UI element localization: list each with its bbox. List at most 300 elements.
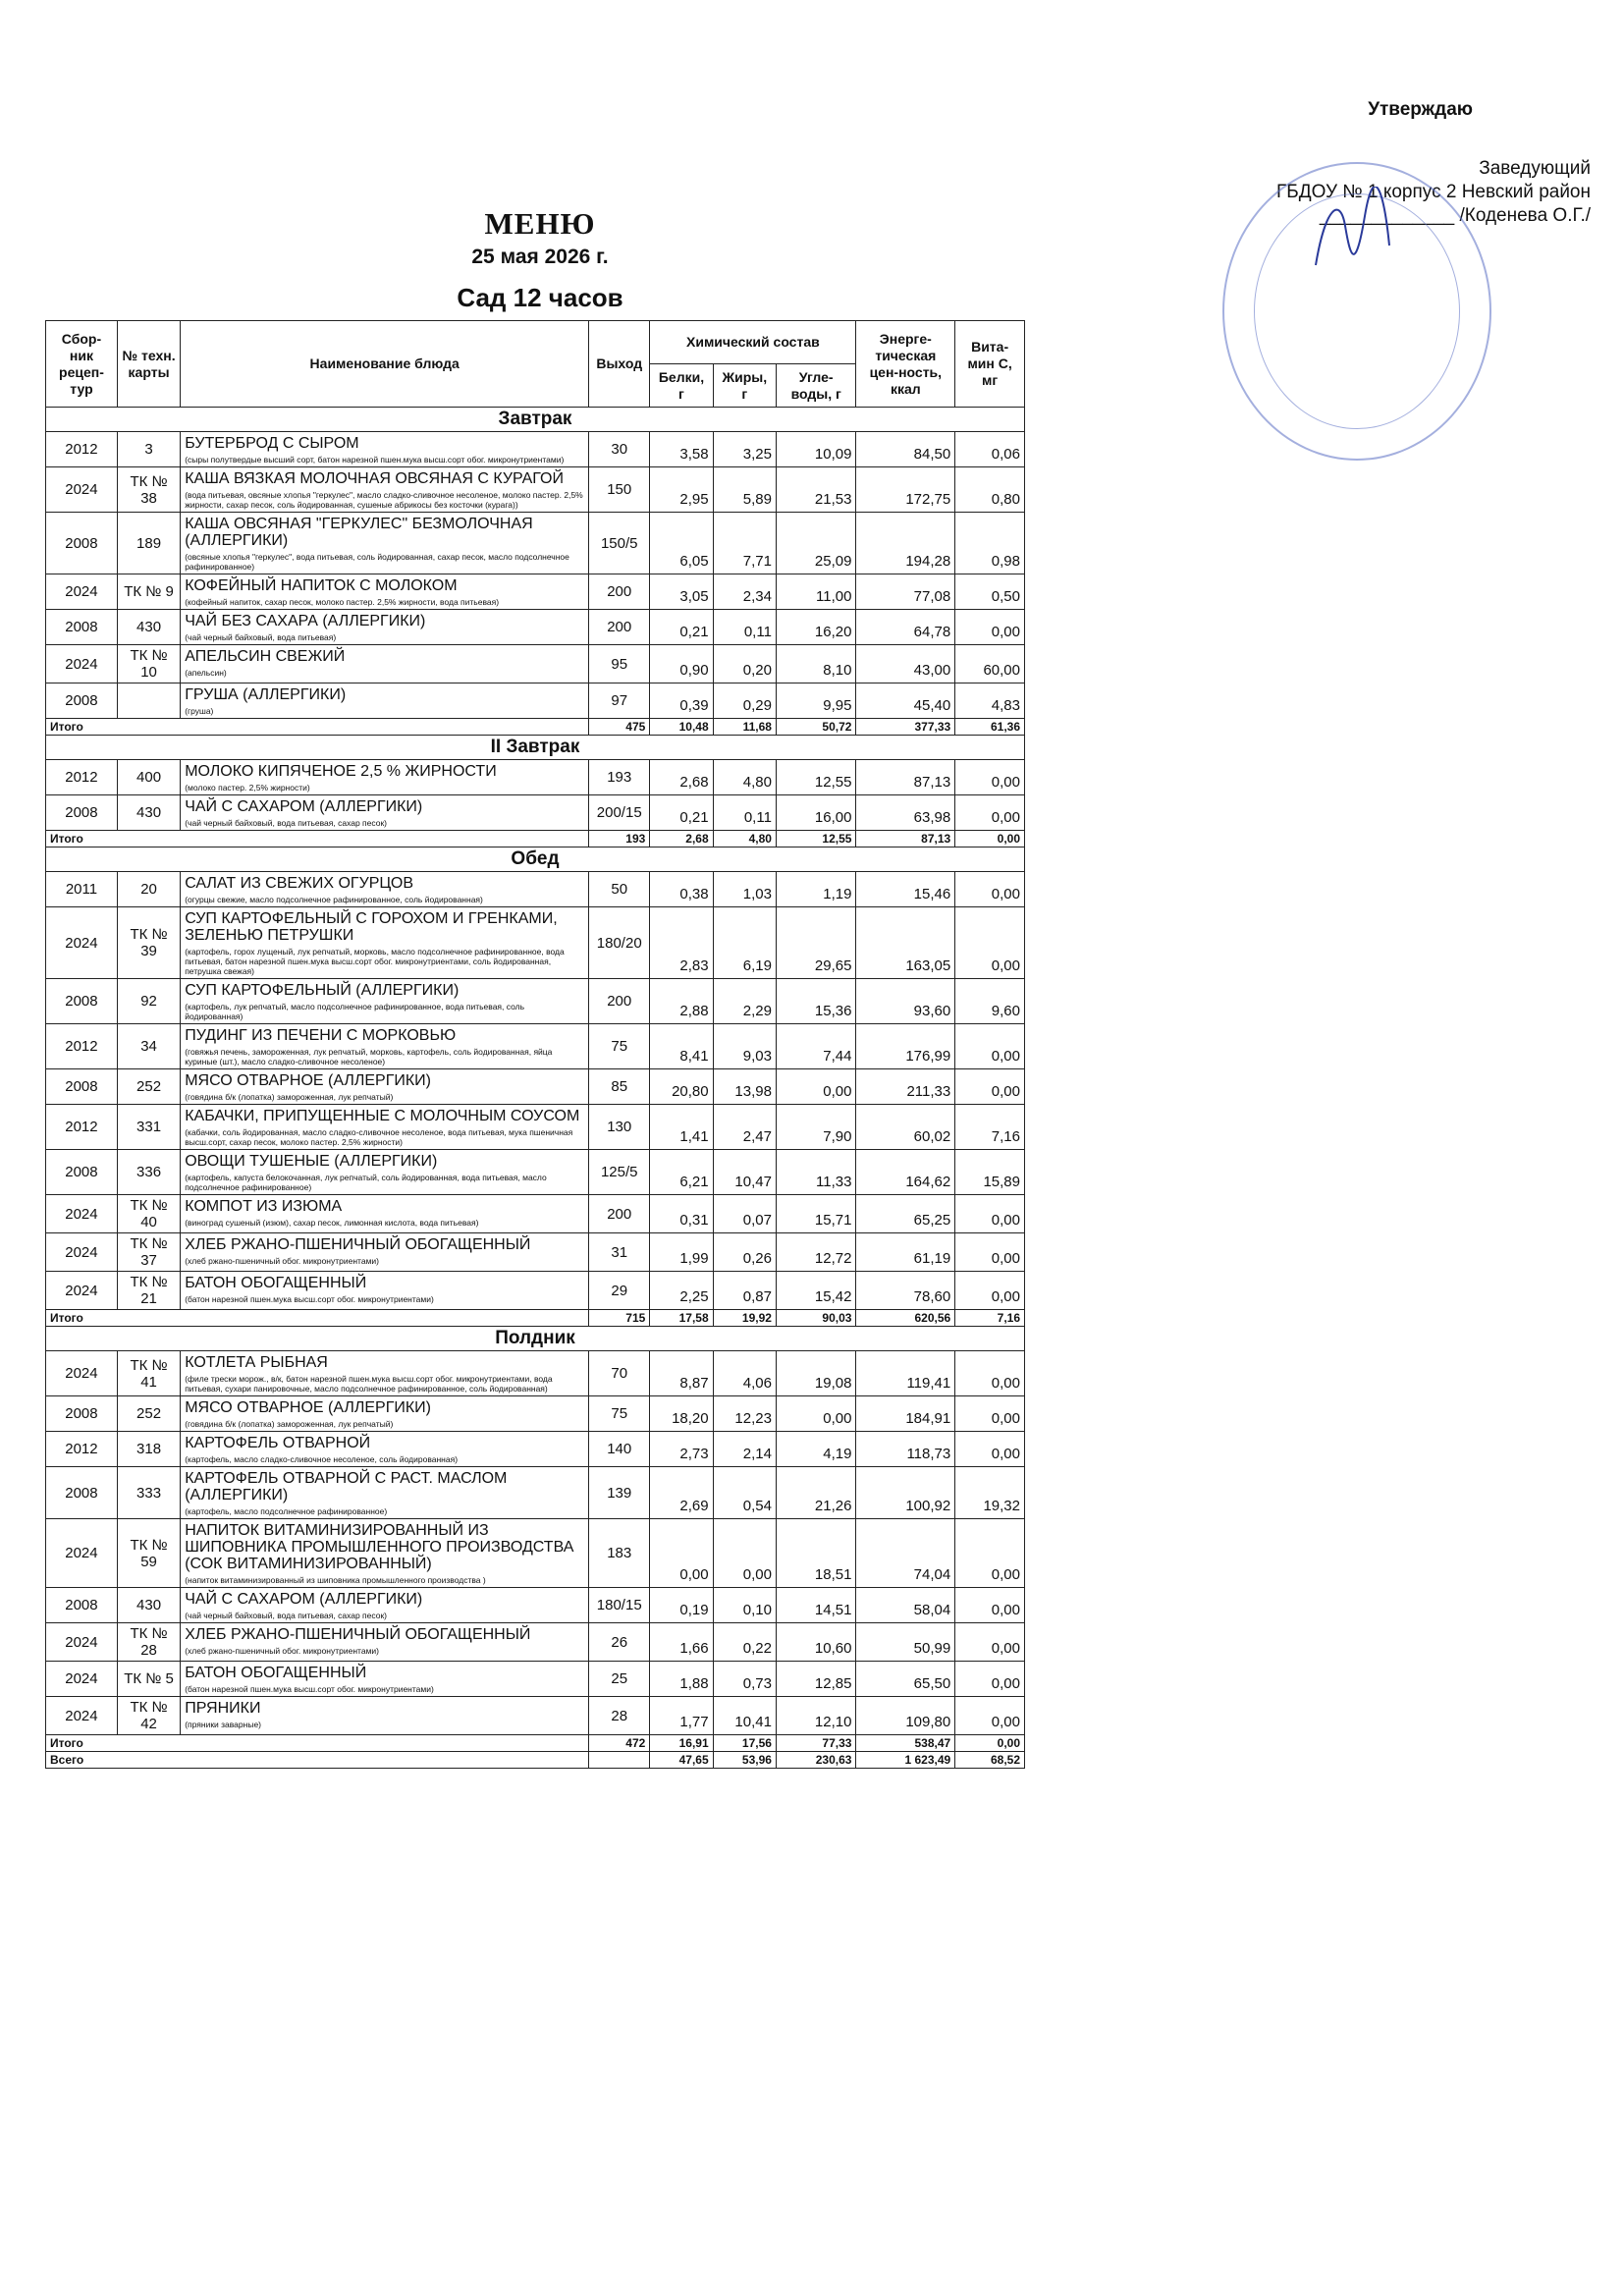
protein-value: 2,68 [650, 760, 713, 795]
section-header-row [46, 1327, 1025, 1351]
total-protein: 2,68 [650, 831, 713, 847]
energy-value: 43,00 [856, 645, 955, 683]
energy-value: 100,92 [856, 1467, 955, 1519]
protein-value: 0,31 [650, 1195, 713, 1233]
protein-value: 2,25 [650, 1272, 713, 1310]
protein-value: 2,73 [650, 1432, 713, 1467]
dish-composition: (хлеб ржано-пшеничный обог. микронутриентами) [185, 1646, 379, 1656]
dish-composition: (картофель, масло сладко-сливочное несоленое, соль йодированная) [185, 1454, 459, 1464]
protein-value: 0,90 [650, 645, 713, 683]
portion-value: 95 [589, 645, 650, 683]
tech-card-number: 92 [117, 979, 180, 1024]
dish-composition: (напиток витаминизированный из шиповника промышленного производства ) [185, 1575, 486, 1585]
energy-value: 119,41 [856, 1351, 955, 1396]
menu-table [45, 320, 1025, 1769]
dish-cell [181, 1351, 589, 1396]
fat-value: 2,14 [713, 1432, 776, 1467]
dish-cell [181, 1272, 589, 1310]
vitamin-value: 15,89 [955, 1150, 1025, 1195]
dish-cell [181, 1467, 589, 1519]
grand-total-carb: 230,63 [776, 1752, 856, 1769]
dish-cell [181, 1588, 589, 1623]
col-header-energy: Энерге-тическая цен-ность, ккал [856, 321, 955, 408]
energy-value: 63,98 [856, 795, 955, 831]
recipe-year: 2024 [46, 907, 118, 979]
carb-value: 15,42 [776, 1272, 856, 1310]
tech-card-number: ТК № 38 [117, 467, 180, 513]
dish-name: КАША ОВСЯНАЯ "ГЕРКУЛЕС" БЕЗМОЛОЧНАЯ (АЛЛЕРГИКИ) [185, 516, 533, 549]
dish-row [46, 1623, 1025, 1662]
fat-value: 0,29 [713, 683, 776, 719]
energy-value: 194,28 [856, 513, 955, 574]
total-energy: 87,13 [856, 831, 955, 847]
carb-value: 8,10 [776, 645, 856, 683]
document-title: МЕНЮ [484, 206, 596, 241]
protein-value: 1,77 [650, 1697, 713, 1735]
dish-name: МЯСО ОТВАРНОЕ (АЛЛЕРГИКИ) [185, 1072, 432, 1089]
section-title: Завтрак [46, 408, 1025, 432]
tech-card-number: ТК № 39 [117, 907, 180, 979]
menu-body [46, 408, 1025, 1769]
protein-value: 2,69 [650, 1467, 713, 1519]
col-header-recipe: Сбор-ник рецеп-тур [46, 321, 118, 408]
carb-value: 11,00 [776, 574, 856, 610]
section-header-row [46, 736, 1025, 760]
recipe-year: 2008 [46, 683, 118, 719]
carb-value: 12,72 [776, 1233, 856, 1272]
portion-value: 29 [589, 1272, 650, 1310]
protein-value: 2,95 [650, 467, 713, 513]
recipe-year: 2024 [46, 1233, 118, 1272]
dish-cell [181, 683, 589, 719]
vitamin-value: 0,80 [955, 467, 1025, 513]
dish-cell [181, 1024, 589, 1069]
col-header-carb: Угле-воды, г [776, 364, 856, 408]
fat-value: 5,89 [713, 467, 776, 513]
dish-name: ПРЯНИКИ [185, 1700, 261, 1717]
portion-value: 200 [589, 1195, 650, 1233]
menu-subtitle: Сад 12 часов [457, 283, 623, 312]
fat-value: 4,80 [713, 760, 776, 795]
protein-value: 0,39 [650, 683, 713, 719]
dish-composition: (говядина б/к (лопатка) замороженная, лук репчатый) [185, 1419, 394, 1429]
vitamin-value: 0,00 [955, 1024, 1025, 1069]
recipe-year: 2011 [46, 872, 118, 907]
dish-name: МЯСО ОТВАРНОЕ (АЛЛЕРГИКИ) [185, 1399, 432, 1416]
vitamin-value: 0,00 [955, 1432, 1025, 1467]
dish-name: БАТОН ОБОГАЩЕННЫЙ [185, 1665, 367, 1681]
total-vitamin: 0,00 [955, 831, 1025, 847]
carb-value: 7,90 [776, 1105, 856, 1150]
dish-composition: (огурцы свежие, масло подсолнечное рафинированное, соль йодированная) [185, 895, 483, 904]
carb-value: 25,09 [776, 513, 856, 574]
vitamin-value: 0,00 [955, 907, 1025, 979]
col-header-chem: Химический состав [650, 321, 856, 364]
approval-organization: ГБДОУ № 1 корпус 2 Невский район [1276, 182, 1591, 202]
total-fat: 17,56 [713, 1735, 776, 1752]
protein-value: 2,83 [650, 907, 713, 979]
tech-card-number: 252 [117, 1069, 180, 1105]
protein-value: 8,41 [650, 1024, 713, 1069]
total-portion: 472 [589, 1735, 650, 1752]
dish-row [46, 683, 1025, 719]
energy-value: 65,50 [856, 1662, 955, 1697]
dish-row [46, 432, 1025, 467]
section-total-row [46, 831, 1025, 847]
col-header-vitamin: Вита-мин С, мг [955, 321, 1025, 408]
dish-name: АПЕЛЬСИН СВЕЖИЙ [185, 648, 346, 665]
vitamin-value: 9,60 [955, 979, 1025, 1024]
dish-row [46, 1467, 1025, 1519]
section-title: Обед [46, 847, 1025, 872]
dish-row [46, 1024, 1025, 1069]
dish-row [46, 645, 1025, 683]
vitamin-value: 4,83 [955, 683, 1025, 719]
dish-row [46, 1069, 1025, 1105]
dish-cell [181, 1105, 589, 1150]
dish-name: КАБАЧКИ, ПРИПУЩЕННЫЕ С МОЛОЧНЫМ СОУСОМ [185, 1108, 580, 1124]
dish-composition: (говядина б/к (лопатка) замороженная, лук репчатый) [185, 1092, 394, 1102]
tech-card-number: ТК № 9 [117, 574, 180, 610]
total-vitamin: 0,00 [955, 1735, 1025, 1752]
dish-row [46, 1195, 1025, 1233]
portion-value: 130 [589, 1105, 650, 1150]
tech-card-number: ТК № 59 [117, 1519, 180, 1588]
tech-card-number: ТК № 40 [117, 1195, 180, 1233]
dish-row [46, 574, 1025, 610]
carb-value: 4,19 [776, 1432, 856, 1467]
portion-value: 70 [589, 1351, 650, 1396]
portion-value: 125/5 [589, 1150, 650, 1195]
approval-position: Заведующий [1479, 158, 1591, 179]
dish-row [46, 1697, 1025, 1735]
dish-cell [181, 1519, 589, 1588]
dish-cell [181, 1195, 589, 1233]
recipe-year: 2024 [46, 1623, 118, 1662]
energy-value: 61,19 [856, 1233, 955, 1272]
dish-cell [181, 760, 589, 795]
tech-card-number: 20 [117, 872, 180, 907]
dish-composition: (чай черный байховый, вода питьевая, сахар песок) [185, 1611, 388, 1620]
vitamin-value: 0,00 [955, 1396, 1025, 1432]
dish-cell [181, 432, 589, 467]
document-header [442, 206, 638, 313]
tech-card-number: ТК № 21 [117, 1272, 180, 1310]
dish-row [46, 1662, 1025, 1697]
energy-value: 184,91 [856, 1396, 955, 1432]
portion-value: 97 [589, 683, 650, 719]
dish-row [46, 1588, 1025, 1623]
dish-name: КАША ВЯЗКАЯ МОЛОЧНАЯ ОВСЯНАЯ С КУРАГОЙ [185, 470, 564, 487]
dish-cell [181, 872, 589, 907]
protein-value: 1,41 [650, 1105, 713, 1150]
energy-value: 45,40 [856, 683, 955, 719]
dish-cell [181, 574, 589, 610]
grand-total-energy: 1 623,49 [856, 1752, 955, 1769]
dish-row [46, 872, 1025, 907]
section-total-row [46, 719, 1025, 736]
recipe-year: 2008 [46, 1467, 118, 1519]
tech-card-number: ТК № 41 [117, 1351, 180, 1396]
carb-value: 19,08 [776, 1351, 856, 1396]
grand-total-fat: 53,96 [713, 1752, 776, 1769]
fat-value: 2,34 [713, 574, 776, 610]
fat-value: 0,54 [713, 1467, 776, 1519]
portion-value: 26 [589, 1623, 650, 1662]
total-fat: 4,80 [713, 831, 776, 847]
energy-value: 163,05 [856, 907, 955, 979]
energy-value: 84,50 [856, 432, 955, 467]
tech-card-number: 318 [117, 1432, 180, 1467]
recipe-year: 2008 [46, 1396, 118, 1432]
tech-card-number: 189 [117, 513, 180, 574]
dish-composition: (картофель, лук репчатый, масло подсолнечное рафинированное, вода питьевая, соль йодированная) [185, 1002, 525, 1021]
dish-row [46, 760, 1025, 795]
fat-value: 4,06 [713, 1351, 776, 1396]
dish-name: ЧАЙ С САХАРОМ (АЛЛЕРГИКИ) [185, 798, 423, 815]
carb-value: 15,71 [776, 1195, 856, 1233]
dish-cell [181, 1150, 589, 1195]
protein-value: 2,88 [650, 979, 713, 1024]
dish-row [46, 907, 1025, 979]
energy-value: 15,46 [856, 872, 955, 907]
recipe-year: 2008 [46, 979, 118, 1024]
col-header-tech-card: № техн. карты [117, 321, 180, 408]
fat-value: 2,47 [713, 1105, 776, 1150]
portion-value: 30 [589, 432, 650, 467]
grand-total-label: Всего [46, 1752, 589, 1769]
tech-card-number [117, 683, 180, 719]
dish-row [46, 610, 1025, 645]
tech-card-number: 252 [117, 1396, 180, 1432]
tech-card-number: ТК № 42 [117, 1697, 180, 1735]
portion-value: 183 [589, 1519, 650, 1588]
dish-name: КОМПОТ ИЗ ИЗЮМА [185, 1198, 343, 1215]
portion-value: 150 [589, 467, 650, 513]
total-carb: 90,03 [776, 1310, 856, 1327]
energy-value: 176,99 [856, 1024, 955, 1069]
dish-composition: (апельсин) [185, 668, 227, 678]
dish-composition: (говяжья печень, замороженная, лук репчатый, морковь, картофель, соль йодированная, яйца куриные (шт.), масло сладко-сливочное несоленое) [185, 1047, 553, 1066]
portion-value: 85 [589, 1069, 650, 1105]
recipe-year: 2012 [46, 1432, 118, 1467]
dish-composition: (виноград сушеный (изюм), сахар песок, лимонная кислота, вода питьевая) [185, 1218, 479, 1228]
total-label: Итого [46, 1310, 589, 1327]
carb-value: 0,00 [776, 1396, 856, 1432]
section-header-row [46, 847, 1025, 872]
dish-cell [181, 1069, 589, 1105]
dish-name: ГРУША (АЛЛЕРГИКИ) [185, 686, 347, 703]
recipe-year: 2024 [46, 645, 118, 683]
recipe-year: 2008 [46, 1588, 118, 1623]
carb-value: 21,26 [776, 1467, 856, 1519]
carb-value: 15,36 [776, 979, 856, 1024]
fat-value: 0,00 [713, 1519, 776, 1588]
recipe-year: 2008 [46, 1069, 118, 1105]
protein-value: 8,87 [650, 1351, 713, 1396]
carb-value: 18,51 [776, 1519, 856, 1588]
portion-value: 139 [589, 1467, 650, 1519]
total-portion: 475 [589, 719, 650, 736]
dish-name: ЧАЙ БЕЗ САХАРА (АЛЛЕРГИКИ) [185, 613, 426, 629]
protein-value: 0,00 [650, 1519, 713, 1588]
portion-value: 75 [589, 1396, 650, 1432]
carb-value: 9,95 [776, 683, 856, 719]
carb-value: 29,65 [776, 907, 856, 979]
protein-value: 1,66 [650, 1623, 713, 1662]
carb-value: 16,00 [776, 795, 856, 831]
dish-composition: (груша) [185, 706, 214, 716]
fat-value: 6,19 [713, 907, 776, 979]
dish-row [46, 467, 1025, 513]
fat-value: 0,26 [713, 1233, 776, 1272]
recipe-year: 2008 [46, 795, 118, 831]
tech-card-number: 430 [117, 610, 180, 645]
dish-cell [181, 1396, 589, 1432]
grand-total-portion [589, 1752, 650, 1769]
protein-value: 6,21 [650, 1150, 713, 1195]
portion-value: 150/5 [589, 513, 650, 574]
fat-value: 9,03 [713, 1024, 776, 1069]
energy-value: 77,08 [856, 574, 955, 610]
dish-name: СУП КАРТОФЕЛЬНЫЙ С ГОРОХОМ И ГРЕНКАМИ, ЗЕЛЕНЬЮ ПЕТРУШКИ [185, 910, 558, 944]
carb-value: 21,53 [776, 467, 856, 513]
energy-value: 109,80 [856, 1697, 955, 1735]
recipe-year: 2024 [46, 1662, 118, 1697]
vitamin-value: 0,06 [955, 432, 1025, 467]
fat-value: 2,29 [713, 979, 776, 1024]
total-carb: 50,72 [776, 719, 856, 736]
vitamin-value: 0,50 [955, 574, 1025, 610]
dish-composition: (кофейный напиток, сахар песок, молоко пастер. 2,5% жирности, вода питьевая) [185, 597, 500, 607]
fat-value: 0,11 [713, 795, 776, 831]
total-protein: 10,48 [650, 719, 713, 736]
dish-name: ЧАЙ С САХАРОМ (АЛЛЕРГИКИ) [185, 1591, 423, 1608]
dish-composition: (пряники заварные) [185, 1720, 262, 1729]
grand-total-row [46, 1752, 1025, 1769]
protein-value: 20,80 [650, 1069, 713, 1105]
vitamin-value: 0,00 [955, 1195, 1025, 1233]
col-header-protein: Белки, г [650, 364, 713, 408]
fat-value: 0,07 [713, 1195, 776, 1233]
dish-composition: (чай черный байховый, вода питьевая, сахар песок) [185, 818, 388, 828]
total-protein: 17,58 [650, 1310, 713, 1327]
protein-value: 0,21 [650, 795, 713, 831]
energy-value: 60,02 [856, 1105, 955, 1150]
recipe-year: 2012 [46, 432, 118, 467]
energy-value: 74,04 [856, 1519, 955, 1588]
protein-value: 1,88 [650, 1662, 713, 1697]
tech-card-number: 336 [117, 1150, 180, 1195]
tech-card-number: 400 [117, 760, 180, 795]
dish-name: БУТЕРБРОД С СЫРОМ [185, 435, 359, 452]
dish-row [46, 1351, 1025, 1396]
protein-value: 0,38 [650, 872, 713, 907]
energy-value: 172,75 [856, 467, 955, 513]
protein-value: 3,58 [650, 432, 713, 467]
recipe-year: 2024 [46, 1351, 118, 1396]
carb-value: 10,09 [776, 432, 856, 467]
grand-total-vitamin: 68,52 [955, 1752, 1025, 1769]
total-vitamin: 7,16 [955, 1310, 1025, 1327]
recipe-year: 2024 [46, 1195, 118, 1233]
protein-value: 1,99 [650, 1233, 713, 1272]
protein-value: 18,20 [650, 1396, 713, 1432]
dish-cell [181, 467, 589, 513]
dish-cell [181, 1623, 589, 1662]
dish-composition: (вода питьевая, овсяные хлопья "геркулес", масло сладко-сливочное несоленое, молоко пастер. 2,5% жирности, сахар песок, соль йодированная, сушеные абрикосы без косточки (курага)) [185, 490, 583, 510]
section-total-row [46, 1310, 1025, 1327]
energy-value: 65,25 [856, 1195, 955, 1233]
dish-cell [181, 1697, 589, 1735]
fat-value: 0,73 [713, 1662, 776, 1697]
carb-value: 12,85 [776, 1662, 856, 1697]
energy-value: 164,62 [856, 1150, 955, 1195]
dish-row [46, 513, 1025, 574]
energy-value: 118,73 [856, 1432, 955, 1467]
total-fat: 11,68 [713, 719, 776, 736]
total-label: Итого [46, 719, 589, 736]
dish-cell [181, 1432, 589, 1467]
menu-date: 25 мая 2026 г. [471, 246, 609, 268]
grand-total-protein: 47,65 [650, 1752, 713, 1769]
fat-value: 13,98 [713, 1069, 776, 1105]
dish-cell [181, 513, 589, 574]
total-energy: 377,33 [856, 719, 955, 736]
tech-card-number: 430 [117, 795, 180, 831]
dish-name: КОТЛЕТА РЫБНАЯ [185, 1354, 328, 1371]
vitamin-value: 0,00 [955, 1069, 1025, 1105]
fat-value: 10,47 [713, 1150, 776, 1195]
fat-value: 7,71 [713, 513, 776, 574]
vitamin-value: 0,98 [955, 513, 1025, 574]
vitamin-value: 0,00 [955, 795, 1025, 831]
carb-value: 11,33 [776, 1150, 856, 1195]
section-title: II Завтрак [46, 736, 1025, 760]
total-carb: 12,55 [776, 831, 856, 847]
total-protein: 16,91 [650, 1735, 713, 1752]
carb-value: 14,51 [776, 1588, 856, 1623]
fat-value: 0,22 [713, 1623, 776, 1662]
protein-value: 6,05 [650, 513, 713, 574]
dish-composition: (батон нарезной пшен.мука высш.сорт обог. микронутриентами) [185, 1294, 434, 1304]
vitamin-value: 0,00 [955, 1351, 1025, 1396]
total-fat: 19,92 [713, 1310, 776, 1327]
energy-value: 93,60 [856, 979, 955, 1024]
signature-mark [1296, 187, 1404, 285]
dish-cell [181, 645, 589, 683]
energy-value: 50,99 [856, 1623, 955, 1662]
col-header-dish: Наименование блюда [181, 321, 589, 408]
dish-row [46, 1150, 1025, 1195]
dish-row [46, 1233, 1025, 1272]
section-total-row [46, 1735, 1025, 1752]
dish-composition: (картофель, масло подсолнечное рафинированное) [185, 1506, 388, 1516]
portion-value: 200 [589, 574, 650, 610]
carb-value: 12,10 [776, 1697, 856, 1735]
col-header-portion: Выход [589, 321, 650, 408]
energy-value: 211,33 [856, 1069, 955, 1105]
tech-card-number: 430 [117, 1588, 180, 1623]
vitamin-value: 0,00 [955, 1662, 1025, 1697]
energy-value: 58,04 [856, 1588, 955, 1623]
tech-card-number: 333 [117, 1467, 180, 1519]
dish-name: ПУДИНГ ИЗ ПЕЧЕНИ С МОРКОВЬЮ [185, 1027, 457, 1044]
tech-card-number: ТК № 5 [117, 1662, 180, 1697]
recipe-year: 2024 [46, 467, 118, 513]
approval-signatory: _____________ /Коденева О.Г./ [1319, 205, 1591, 226]
fat-value: 3,25 [713, 432, 776, 467]
